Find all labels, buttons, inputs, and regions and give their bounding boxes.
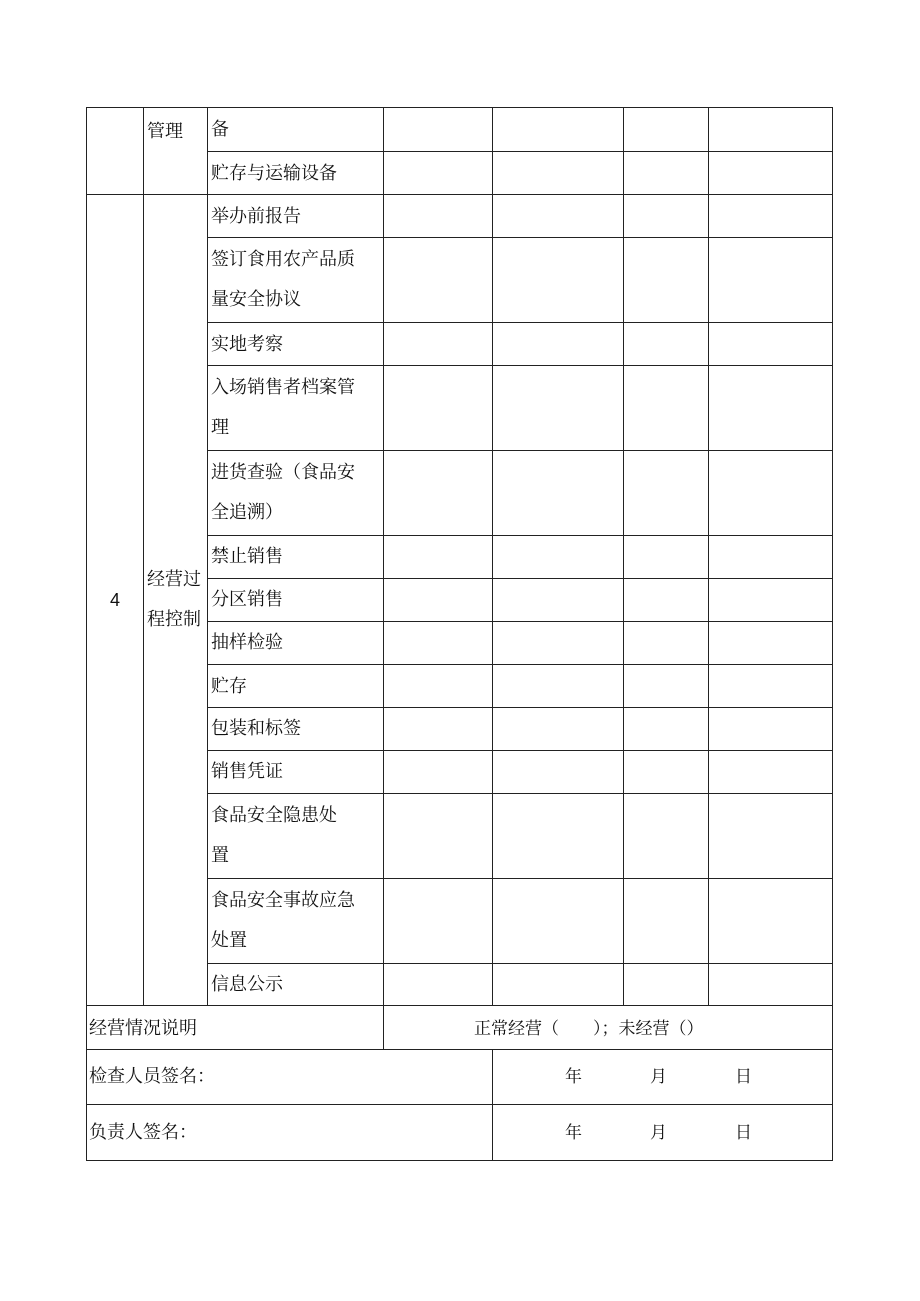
check-cell[interactable] (709, 536, 833, 579)
item-label: 销售凭证 (211, 761, 283, 782)
check-cell[interactable] (493, 366, 624, 451)
item-cell (208, 451, 384, 536)
item-cell (208, 665, 384, 708)
check-cell[interactable] (493, 622, 624, 665)
check-cell[interactable] (384, 451, 493, 536)
check-cell[interactable] (709, 708, 833, 751)
signature-label-cell (87, 1050, 493, 1105)
item-label: 分区销售 (211, 589, 283, 610)
item-label: 备 (211, 118, 229, 140)
check-cell[interactable] (709, 108, 833, 152)
check-cell[interactable] (384, 152, 493, 195)
check-cell[interactable] (709, 323, 833, 366)
item-label: 理 (211, 417, 229, 438)
status-value-cell[interactable] (384, 1006, 833, 1050)
table-row (87, 108, 833, 152)
item-cell (208, 108, 384, 152)
check-cell[interactable] (493, 579, 624, 622)
check-cell[interactable] (709, 152, 833, 195)
category-line: 程控制 (147, 609, 201, 630)
table-row (87, 195, 833, 238)
check-cell[interactable] (493, 879, 624, 964)
check-cell[interactable] (709, 879, 833, 964)
check-cell[interactable] (384, 665, 493, 708)
check-cell[interactable] (624, 964, 709, 1006)
check-cell[interactable] (709, 579, 833, 622)
section-category (144, 195, 208, 1006)
check-cell[interactable] (709, 794, 833, 879)
item-label: 处置 (211, 930, 247, 951)
signature-date-cell[interactable] (493, 1105, 833, 1161)
item-cell (208, 794, 384, 879)
check-cell[interactable] (493, 794, 624, 879)
item-cell (208, 195, 384, 238)
check-cell[interactable] (493, 665, 624, 708)
check-cell[interactable] (493, 238, 624, 323)
check-cell[interactable] (384, 579, 493, 622)
item-cell (208, 879, 384, 964)
check-cell[interactable] (624, 708, 709, 751)
check-cell[interactable] (384, 536, 493, 579)
check-cell[interactable] (384, 622, 493, 665)
inspector-signature-date: 年 月 日 (565, 1067, 752, 1087)
check-cell[interactable] (493, 964, 624, 1006)
check-cell[interactable] (493, 708, 624, 751)
item-cell (208, 964, 384, 1006)
item-label: 抽样检验 (211, 632, 283, 653)
number-cell (87, 108, 144, 195)
item-cell (208, 622, 384, 665)
check-cell[interactable] (493, 108, 624, 152)
item-label: 食品安全事故应急 (211, 890, 355, 911)
signature-label-cell (87, 1105, 493, 1161)
item-label: 食品安全隐患处 (211, 805, 337, 826)
item-label: 举办前报告 (211, 206, 301, 227)
check-cell[interactable] (709, 195, 833, 238)
check-cell[interactable] (384, 751, 493, 794)
check-cell[interactable] (709, 366, 833, 451)
signature-row (87, 1050, 833, 1105)
status-label-cell (87, 1006, 384, 1050)
check-cell[interactable] (384, 108, 493, 152)
check-cell[interactable] (384, 964, 493, 1006)
item-label: 贮存与运输设备 (211, 163, 337, 184)
inspector-signature-label: 检查人员签名： (89, 1066, 215, 1087)
check-cell[interactable] (384, 366, 493, 451)
status-options[interactable]: 正常经营（ ）；未经营（） (474, 1019, 704, 1039)
category-label: 管理 (147, 121, 183, 142)
category-cell (144, 108, 208, 195)
check-cell[interactable] (709, 665, 833, 708)
status-label: 经营情况说明 (89, 1018, 197, 1039)
check-cell[interactable] (709, 238, 833, 323)
item-cell (208, 536, 384, 579)
check-cell[interactable] (384, 708, 493, 751)
item-cell (208, 751, 384, 794)
check-cell[interactable] (624, 794, 709, 879)
check-cell[interactable] (493, 451, 624, 536)
check-cell[interactable] (624, 152, 709, 195)
item-cell (208, 708, 384, 751)
check-cell[interactable] (624, 751, 709, 794)
check-cell[interactable] (624, 579, 709, 622)
check-cell[interactable] (384, 794, 493, 879)
check-cell[interactable] (709, 751, 833, 794)
inspection-form-table (86, 107, 833, 1161)
check-cell[interactable] (493, 323, 624, 366)
item-label: 包装和标签 (211, 718, 301, 739)
check-cell[interactable] (384, 879, 493, 964)
check-cell[interactable] (493, 536, 624, 579)
item-cell (208, 238, 384, 323)
check-cell[interactable] (493, 751, 624, 794)
section-number (87, 195, 144, 1006)
check-cell[interactable] (624, 323, 709, 366)
check-cell[interactable] (624, 622, 709, 665)
check-cell[interactable] (624, 238, 709, 323)
item-label: 贮存 (211, 676, 247, 697)
check-cell[interactable] (709, 964, 833, 1006)
item-label: 实地考察 (211, 334, 283, 355)
check-cell[interactable] (384, 195, 493, 238)
item-label: 签订食用农产品质 (211, 249, 355, 270)
item-label: 禁止销售 (211, 546, 283, 567)
manager-signature-date: 年 月 日 (565, 1122, 752, 1143)
check-cell[interactable] (624, 195, 709, 238)
item-label: 置 (211, 845, 229, 866)
check-cell[interactable] (624, 536, 709, 579)
item-cell (208, 366, 384, 451)
signature-row (87, 1105, 833, 1161)
item-label: 信息公示 (211, 973, 283, 995)
check-cell[interactable] (493, 195, 624, 238)
item-cell (208, 579, 384, 622)
item-label: 量安全协议 (211, 289, 301, 310)
check-cell[interactable] (624, 451, 709, 536)
check-cell[interactable] (493, 152, 624, 195)
manager-signature-label: 负责人签名： (89, 1121, 197, 1143)
check-cell[interactable] (624, 108, 709, 152)
item-label: 进货查验（食品安 (211, 462, 355, 483)
status-row (87, 1006, 833, 1050)
item-cell (208, 152, 384, 195)
check-cell[interactable] (709, 451, 833, 536)
check-cell[interactable] (624, 879, 709, 964)
item-label: 入场销售者档案管 (211, 377, 355, 398)
check-cell[interactable] (624, 665, 709, 708)
item-label: 全追溯） (211, 502, 283, 523)
signature-date-cell[interactable] (493, 1050, 833, 1105)
check-cell[interactable] (709, 622, 833, 665)
check-cell[interactable] (624, 366, 709, 451)
item-cell (208, 323, 384, 366)
check-cell[interactable] (384, 323, 493, 366)
section-number-text: 4 (109, 590, 120, 610)
category-line: 经营过 (147, 569, 201, 590)
check-cell[interactable] (384, 238, 493, 323)
